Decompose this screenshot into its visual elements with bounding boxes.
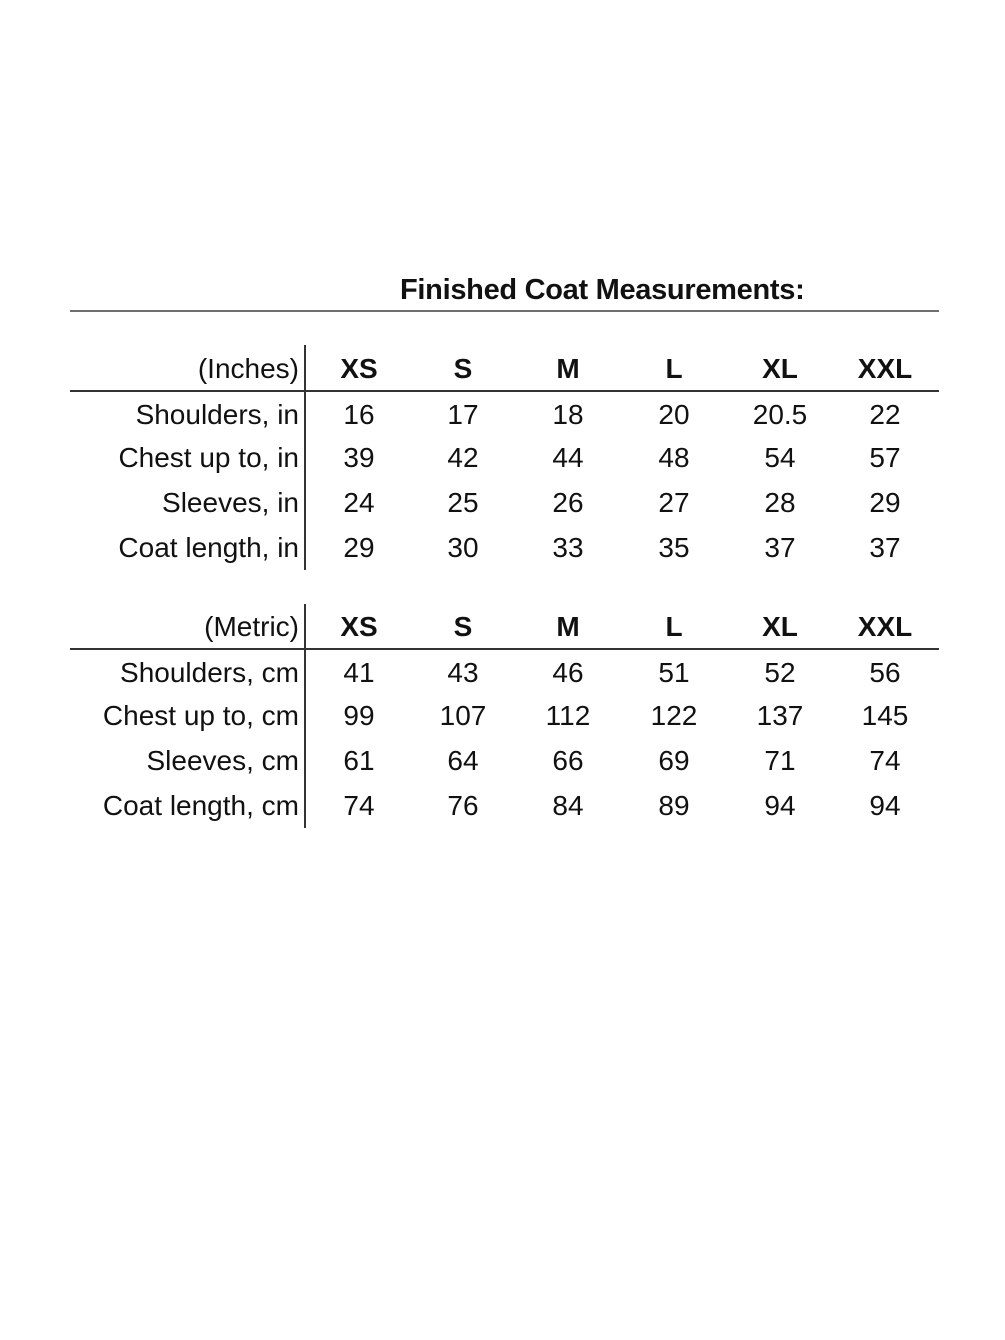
size-header-m: M [556, 353, 580, 384]
table-cell: 29 [343, 532, 375, 563]
table-cell: 37 [869, 532, 901, 563]
row-label: Coat length, in [118, 532, 299, 563]
metric-unit-label: (Metric) [204, 611, 299, 642]
size-header-xxl: XXL [857, 611, 913, 642]
page-title: Finished Coat Measurements: [400, 274, 805, 306]
size-header-xl: XL [762, 353, 798, 384]
row-label: Coat length, cm [102, 790, 299, 821]
size-header-l: L [665, 611, 683, 642]
table-row [0, 395, 1005, 435]
table-cell: 43 [447, 657, 479, 688]
table-cell: 76 [447, 790, 479, 821]
title-divider [70, 310, 939, 312]
table-cell: 39 [343, 442, 375, 473]
metric-header-row [0, 607, 1005, 647]
inches-unit-label: (Inches) [197, 353, 299, 384]
table-cell: 20.5 [752, 399, 808, 430]
table-cell: 35 [658, 532, 690, 563]
table-cell: 46 [552, 657, 584, 688]
row-label: Shoulders, in [135, 399, 299, 430]
table-cell: 61 [343, 745, 375, 776]
table-cell: 26 [552, 487, 584, 518]
size-header-xl: XL [762, 611, 798, 642]
table-cell: 22 [869, 399, 901, 430]
table-cell: 54 [764, 442, 796, 473]
table-cell: 64 [447, 745, 479, 776]
size-header-s: S [453, 353, 473, 384]
table-cell: 51 [658, 657, 690, 688]
size-header-s: S [453, 611, 473, 642]
table-cell: 42 [447, 442, 479, 473]
table-cell: 89 [658, 790, 690, 821]
table-cell: 29 [869, 487, 901, 518]
size-header-l: L [665, 353, 683, 384]
table-cell: 20 [658, 399, 690, 430]
table-cell: 25 [447, 487, 479, 518]
table-cell: 66 [552, 745, 584, 776]
table-cell: 52 [764, 657, 796, 688]
table-cell: 33 [552, 532, 584, 563]
table-cell: 44 [552, 442, 584, 473]
table-cell: 94 [869, 790, 901, 821]
table-cell: 99 [343, 700, 375, 731]
table-cell: 69 [658, 745, 690, 776]
inches-header-divider [70, 390, 939, 392]
table-cell: 27 [658, 487, 690, 518]
table-row [0, 438, 1005, 478]
table-row [0, 528, 1005, 568]
table-cell: 17 [447, 399, 479, 430]
size-header-xs: XS [340, 353, 378, 384]
row-label: Sleeves, in [162, 487, 299, 518]
table-cell: 74 [343, 790, 375, 821]
table-row [0, 696, 1005, 736]
table-cell: 24 [343, 487, 375, 518]
table-cell: 107 [439, 700, 487, 731]
table-cell: 56 [869, 657, 901, 688]
size-header-m: M [556, 611, 580, 642]
table-cell: 112 [545, 700, 591, 731]
metric-header-divider [70, 648, 939, 650]
table-cell: 122 [650, 700, 698, 731]
table-cell: 16 [343, 399, 375, 430]
row-label: Shoulders, cm [120, 657, 299, 688]
table-cell: 57 [869, 442, 901, 473]
table-cell: 137 [756, 700, 804, 731]
table-row [0, 786, 1005, 826]
table-cell: 84 [552, 790, 584, 821]
table-cell: 28 [764, 487, 796, 518]
table-cell: 145 [861, 700, 909, 731]
table-cell: 41 [343, 657, 375, 688]
size-header-xxl: XXL [857, 353, 913, 384]
table-row [0, 483, 1005, 523]
table-row [0, 653, 1005, 693]
table-cell: 37 [764, 532, 796, 563]
inches-header-row [0, 349, 1005, 389]
table-cell: 94 [764, 790, 796, 821]
table-cell: 74 [869, 745, 901, 776]
row-label: Chest up to, cm [102, 700, 299, 731]
table-cell: 18 [552, 399, 584, 430]
table-cell: 71 [764, 745, 796, 776]
table-row [0, 741, 1005, 781]
row-label: Sleeves, cm [146, 745, 299, 776]
table-cell: 30 [447, 532, 479, 563]
size-header-xs: XS [340, 611, 378, 642]
table-cell: 48 [658, 442, 690, 473]
row-label: Chest up to, in [118, 442, 299, 473]
